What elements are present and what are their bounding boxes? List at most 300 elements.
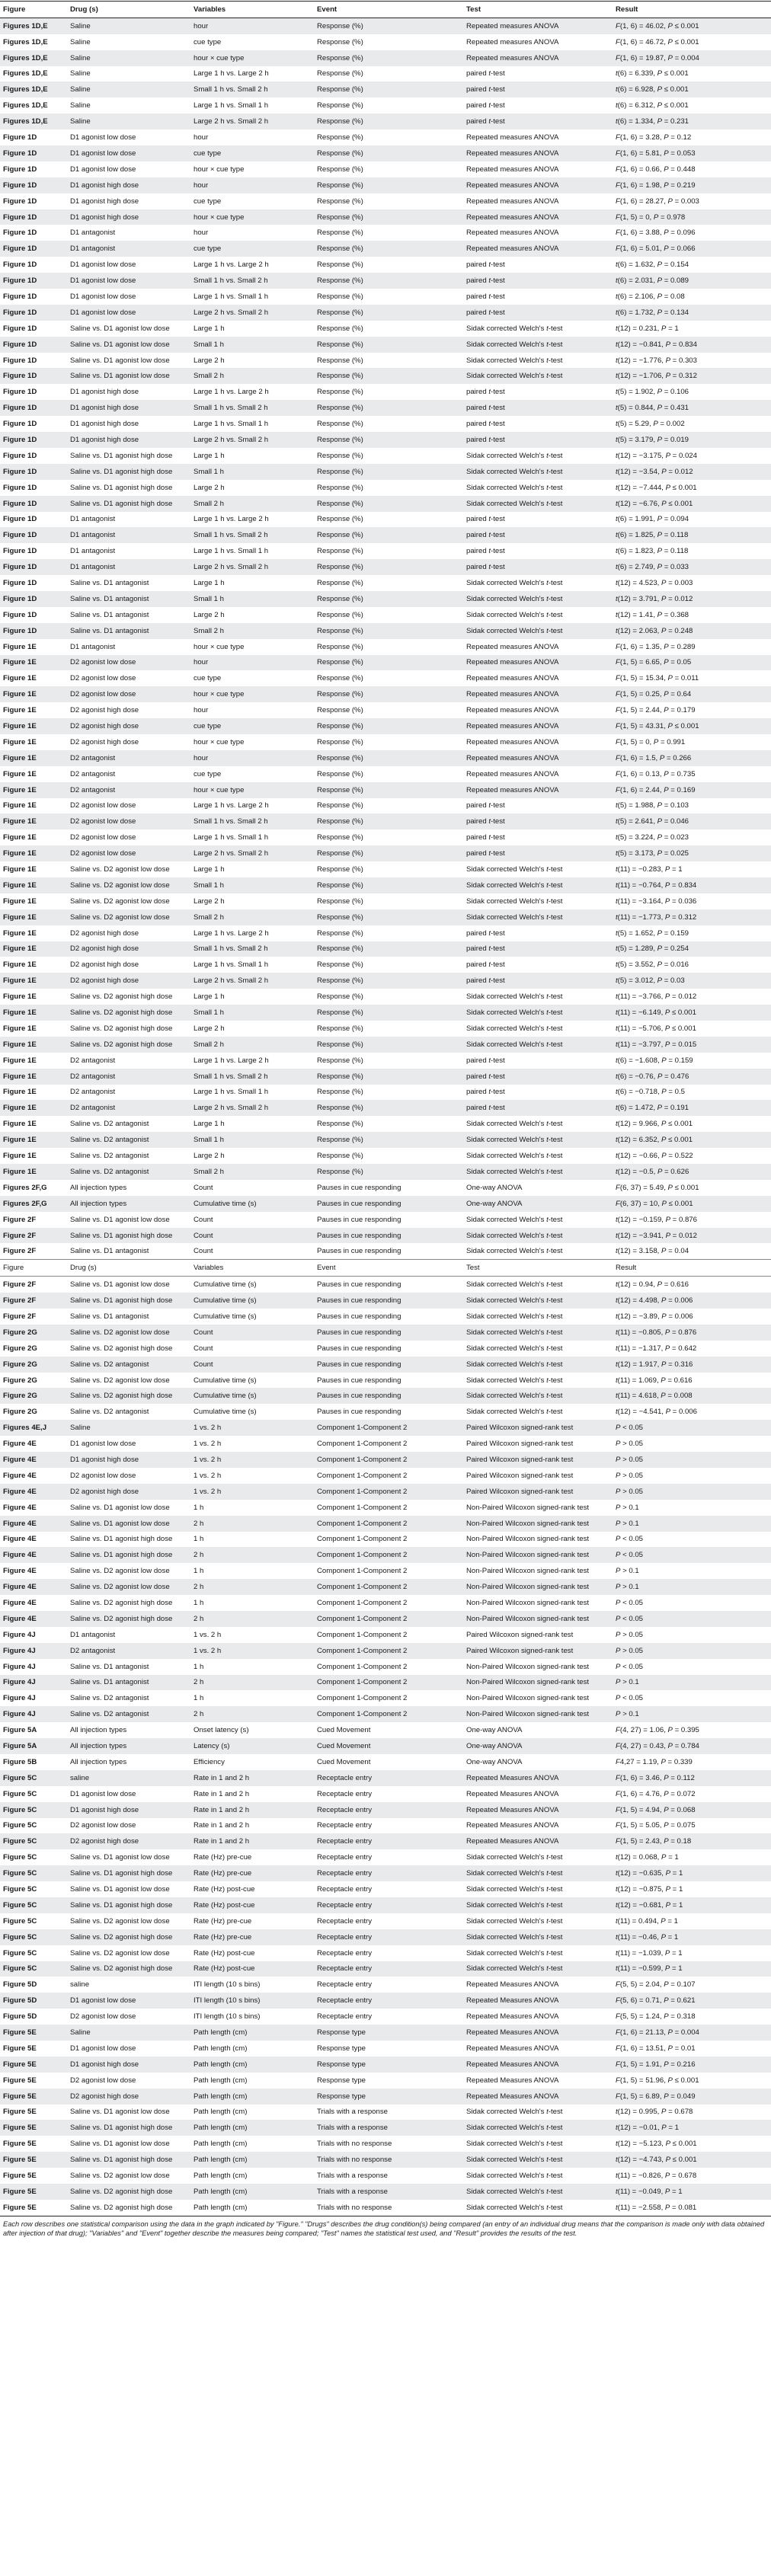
cell-figure: Figures 2F,G <box>0 1196 67 1212</box>
cell-event: Response (%) <box>314 289 463 305</box>
cell-variables: Large 1 h vs. Small 1 h <box>190 416 314 432</box>
cell-variables: 1 vs. 2 h <box>190 1420 314 1436</box>
cell-drugs: D1 agonist low dose <box>67 1993 190 2009</box>
cell-variables: Large 2 h <box>190 480 314 496</box>
cell-event: Response (%) <box>314 1053 463 1069</box>
cell-test: Repeated Measures ANOVA <box>463 2089 613 2105</box>
cell-drugs: Saline vs. D1 antagonist <box>67 607 190 623</box>
cell-variables: Small 1 h <box>190 1132 314 1148</box>
cell-figure: Figures 4E,J <box>0 1420 67 1436</box>
cell-drugs: D2 agonist low dose <box>67 845 190 861</box>
table-row <box>0 1053 771 1069</box>
cell-result: t(6) = 6.339, P ≤ 0.001 <box>613 66 771 82</box>
table-row <box>0 1309 771 1325</box>
cell-test: Sidak corrected Welch's t-test <box>463 1228 613 1244</box>
cell-variables: 2 h <box>190 1547 314 1563</box>
table-row <box>0 925 771 941</box>
cell-figure: Figure 1D <box>0 273 67 289</box>
cell-figure: Figure 1E <box>0 1037 67 1053</box>
cell-event: Response (%) <box>314 464 463 480</box>
cell-event: Pauses in cue responding <box>314 1341 463 1357</box>
cell-result: t(12) = −0.841, P = 0.834 <box>613 337 771 353</box>
cell-variables: Cumulative time (s) <box>190 1373 314 1389</box>
cell-variables: Rate (Hz) pre-cue <box>190 1849 314 1865</box>
cell-drugs: D2 agonist low dose <box>67 1468 190 1484</box>
cell-event: Response (%) <box>314 702 463 718</box>
cell-drugs: Saline vs. D1 agonist low dose <box>67 1212 190 1228</box>
cell-event: Response (%) <box>314 18 463 34</box>
cell-test: paired t-test <box>463 273 613 289</box>
header-variables: Variables <box>190 2 314 18</box>
cell-figure: Figure 2G <box>0 1373 67 1389</box>
cell-test: Paired Wilcoxon signed-rank test <box>463 1627 613 1643</box>
table-row <box>0 670 771 686</box>
cell-variables: Cumulative time (s) <box>190 1388 314 1404</box>
cell-result: t(11) = −5.706, P ≤ 0.001 <box>613 1021 771 1037</box>
cell-figure: Figure 5C <box>0 1929 67 1945</box>
cell-test: Sidak corrected Welch's t-test <box>463 2168 613 2184</box>
cell-drugs: D2 antagonist <box>67 1100 190 1116</box>
cell-drugs: Saline vs. D2 agonist low dose <box>67 2168 190 2184</box>
table-row <box>0 1436 771 1452</box>
cell-result: P < 0.05 <box>613 1547 771 1563</box>
cell-variables: Large 2 h vs. Small 2 h <box>190 845 314 861</box>
cell-variables: Small 1 h vs. Small 2 h <box>190 813 314 829</box>
cell-test: Repeated measures ANOVA <box>463 241 613 257</box>
cell-test: Sidak corrected Welch's t-test <box>463 591 613 607</box>
cell-figure: Figure 2G <box>0 1388 67 1404</box>
cell-result: t(11) = −0.283, P = 1 <box>613 861 771 877</box>
cell-variables: hour × cue type <box>190 686 314 702</box>
cell-variables: Large 2 h <box>190 607 314 623</box>
cell-drugs: Saline vs. D2 agonist high dose <box>67 1341 190 1357</box>
cell-variables: Large 1 h vs. Small 1 h <box>190 97 314 113</box>
cell-variables: Path length (cm) <box>190 2025 314 2041</box>
cell-variables: Large 1 h <box>190 575 314 591</box>
cell-variables: cue type <box>190 145 314 161</box>
cell-drugs: Saline vs. D2 agonist low dose <box>67 877 190 893</box>
cell-drugs: Saline vs. D2 agonist high dose <box>67 1388 190 1404</box>
cell-drugs: D1 agonist high dose <box>67 1802 190 1818</box>
cell-drugs: D2 antagonist <box>67 782 190 798</box>
cell-test: paired t-test <box>463 416 613 432</box>
cell-drugs: D2 antagonist <box>67 1085 190 1101</box>
cell-test: Sidak corrected Welch's t-test <box>463 1021 613 1037</box>
cell-variables: Count <box>190 1180 314 1196</box>
cell-test: Sidak corrected Welch's t-test <box>463 2200 613 2216</box>
cell-variables: Rate in 1 and 2 h <box>190 1818 314 1834</box>
cell-figure: Figure 1E <box>0 941 67 957</box>
cell-figure: Figure 2F <box>0 1277 67 1293</box>
cell-result: P > 0.05 <box>613 1643 771 1659</box>
table-row <box>0 766 771 782</box>
cell-result: t(11) = 0.494, P = 1 <box>613 1913 771 1929</box>
cell-event: Response (%) <box>314 591 463 607</box>
table-row <box>0 177 771 193</box>
cell-test: Paired Wilcoxon signed-rank test <box>463 1420 613 1436</box>
cell-figure: Figure 1D <box>0 353 67 369</box>
cell-test: Sidak corrected Welch's t-test <box>463 1849 613 1865</box>
table-row <box>0 1611 771 1627</box>
cell-result: F(1, 6) = 1.5, P = 0.266 <box>613 750 771 766</box>
table-row <box>0 2057 771 2073</box>
cell-drugs: Saline vs. D2 agonist low dose <box>67 1325 190 1341</box>
cell-variables: Rate in 1 and 2 h <box>190 1770 314 1786</box>
cell-drugs: D1 agonist low dose <box>67 145 190 161</box>
cell-variables: Small 1 h <box>190 464 314 480</box>
cell-result: F4,27 = 1.19, P = 0.339 <box>613 1754 771 1770</box>
cell-drugs: D2 agonist low dose <box>67 2073 190 2089</box>
cell-test: Sidak corrected Welch's t-test <box>463 1132 613 1148</box>
cell-figure: Figure 4E <box>0 1500 67 1516</box>
cell-result: t(11) = −1.317, P = 0.642 <box>613 1341 771 1357</box>
cell-variables: hour × cue type <box>190 209 314 225</box>
table-row <box>0 1085 771 1101</box>
table-row <box>0 1802 771 1818</box>
cell-result: P > 0.1 <box>613 1706 771 1722</box>
cell-result: t(12) = 2.063, P = 0.248 <box>613 623 771 639</box>
table-row <box>0 18 771 34</box>
cell-figure: Figure 5A <box>0 1738 67 1754</box>
table-footnote: Each row describes one statistical comparison using the data in the graph indicated by "Figure." "Drugs" describes the drug condition(s) being compared (an entry of an individual drug means that the comparison is made only with data obtained after injection of that drug); "Variables" and "Event" together describe the measures being compared; "Test" names the statistical test used, and "Result" provides the results of the test. <box>3 2220 765 2238</box>
table-row <box>0 1945 771 1961</box>
cell-result: t(5) = 3.224, P = 0.023 <box>613 829 771 845</box>
cell-variables: Rate in 1 and 2 h <box>190 1833 314 1849</box>
cell-variables: Count <box>190 1325 314 1341</box>
cell-variables: Count <box>190 1243 314 1259</box>
cell-result: F(1, 5) = 0.25, P = 0.64 <box>613 686 771 702</box>
table-row <box>0 1100 771 1116</box>
cell-event: Receptacle entry <box>314 1961 463 1977</box>
cell-test: paired t-test <box>463 1085 613 1101</box>
cell-result: t(12) = 1.41, P = 0.368 <box>613 607 771 623</box>
cell-figure: Figure 4E <box>0 1532 67 1548</box>
table-row <box>0 353 771 369</box>
cell-test: Sidak corrected Welch's t-test <box>463 1388 613 1404</box>
cell-drugs: Saline vs. D1 agonist low dose <box>67 321 190 337</box>
cell-variables: Large 1 h vs. Small 1 h <box>190 543 314 559</box>
cell-drugs: D2 agonist high dose <box>67 925 190 941</box>
table-row <box>0 1706 771 1722</box>
cell-test: Repeated Measures ANOVA <box>463 2073 613 2089</box>
cell-drugs: Saline vs. D2 agonist low dose <box>67 893 190 909</box>
cell-drugs: Saline vs. D1 agonist high dose <box>67 464 190 480</box>
table-row <box>0 305 771 321</box>
cell-variables: Large 1 h vs. Large 2 h <box>190 512 314 528</box>
cell-event: Response (%) <box>314 1085 463 1101</box>
cell-result: P < 0.05 <box>613 1532 771 1548</box>
cell-figure: Figure 1E <box>0 925 67 941</box>
cell-figure: Figure 1D <box>0 289 67 305</box>
cell-result: F(1, 6) = 5.01, P = 0.066 <box>613 241 771 257</box>
cell-event: Response (%) <box>314 639 463 655</box>
cell-test: Sidak corrected Welch's t-test <box>463 1929 613 1945</box>
table-row <box>0 575 771 591</box>
cell-variables: Large 2 h vs. Small 2 h <box>190 432 314 448</box>
cell-test: Repeated measures ANOVA <box>463 177 613 193</box>
cell-test: Sidak corrected Welch's t-test <box>463 2105 613 2121</box>
cell-test: Repeated measures ANOVA <box>463 193 613 209</box>
table-row <box>0 321 771 337</box>
table-row <box>0 34 771 50</box>
table-row <box>0 225 771 241</box>
cell-figure: Figure 1E <box>0 845 67 861</box>
cell-variables: hour × cue type <box>190 161 314 177</box>
cell-drugs: D2 agonist high dose <box>67 718 190 734</box>
cell-variables: Large 1 h vs. Small 1 h <box>190 829 314 845</box>
table-row <box>0 845 771 861</box>
cell-result: P > 0.1 <box>613 1500 771 1516</box>
cell-variables: Latency (s) <box>190 1738 314 1754</box>
cell-test: Sidak corrected Welch's t-test <box>463 1404 613 1420</box>
cell-test: paired t-test <box>463 113 613 129</box>
table-row <box>0 1897 771 1913</box>
cell-figure: Figure 4J <box>0 1659 67 1675</box>
cell-test: paired t-test <box>463 559 613 575</box>
cell-drugs: Saline vs. D2 agonist high dose <box>67 2184 190 2200</box>
cell-event: Trials with a response <box>314 2105 463 2121</box>
cell-variables: cue type <box>190 670 314 686</box>
cell-test: Repeated measures ANOVA <box>463 718 613 734</box>
table-row <box>0 1913 771 1929</box>
cell-event: Pauses in cue responding <box>314 1293 463 1309</box>
cell-event: Component 1-Component 2 <box>314 1690 463 1706</box>
table-row <box>0 2136 771 2152</box>
cell-result: t(5) = 3.012, P = 0.03 <box>613 973 771 989</box>
cell-test: paired t-test <box>463 512 613 528</box>
table-row <box>0 1037 771 1053</box>
cell-drugs: D2 agonist low dose <box>67 2009 190 2025</box>
cell-event: Component 1-Component 2 <box>314 1627 463 1643</box>
table-row <box>0 639 771 655</box>
cell-event: Response type <box>314 2041 463 2057</box>
cell-event: Response (%) <box>314 718 463 734</box>
table-row <box>0 909 771 925</box>
cell-result: t(12) = −3.89, P = 0.006 <box>613 1309 771 1325</box>
cell-event: Event <box>314 1260 463 1277</box>
cell-event: Response type <box>314 2057 463 2073</box>
table-row <box>0 113 771 129</box>
cell-variables: Path length (cm) <box>190 2089 314 2105</box>
table-row <box>0 1260 771 1277</box>
cell-variables: Large 2 h vs. Small 2 h <box>190 1100 314 1116</box>
cell-figure: Figure 1E <box>0 639 67 655</box>
cell-variables: cue type <box>190 766 314 782</box>
cell-figure: Figure 1E <box>0 734 67 750</box>
table-row <box>0 241 771 257</box>
cell-event: Response (%) <box>314 893 463 909</box>
cell-drugs: Saline vs. D2 agonist low dose <box>67 1373 190 1389</box>
cell-variables: Large 1 h vs. Large 2 h <box>190 1053 314 1069</box>
cell-result: F(1, 6) = 46.72, P ≤ 0.001 <box>613 34 771 50</box>
cell-test: paired t-test <box>463 973 613 989</box>
cell-drugs: D2 antagonist <box>67 1643 190 1659</box>
cell-event: Response (%) <box>314 1005 463 1021</box>
cell-result: t(12) = −4.743, P ≤ 0.001 <box>613 2152 771 2168</box>
cell-figure: Figures 1D,E <box>0 81 67 97</box>
cell-test: Repeated measures ANOVA <box>463 655 613 671</box>
cell-event: Response (%) <box>314 384 463 400</box>
cell-test: Sidak corrected Welch's t-test <box>463 368 613 384</box>
cell-event: Pauses in cue responding <box>314 1373 463 1389</box>
cell-figure: Figure 5C <box>0 1913 67 1929</box>
cell-event: Component 1-Component 2 <box>314 1595 463 1611</box>
cell-figure: Figure 5C <box>0 1802 67 1818</box>
table-row <box>0 1212 771 1228</box>
cell-variables: 1 h <box>190 1690 314 1706</box>
cell-test: Repeated Measures ANOVA <box>463 2009 613 2025</box>
cell-drugs: D1 agonist high dose <box>67 432 190 448</box>
cell-result: t(6) = −1.608, P = 0.159 <box>613 1053 771 1069</box>
cell-variables: 1 h <box>190 1532 314 1548</box>
cell-event: Response (%) <box>314 861 463 877</box>
cell-variables: hour <box>190 702 314 718</box>
cell-result: P < 0.05 <box>613 1595 771 1611</box>
cell-event: Response (%) <box>314 177 463 193</box>
cell-drugs: D1 agonist low dose <box>67 2041 190 2057</box>
cell-result: t(12) = −1.776, P = 0.303 <box>613 353 771 369</box>
cell-variables: Small 1 h vs. Small 2 h <box>190 81 314 97</box>
cell-event: Trials with a response <box>314 2184 463 2200</box>
cell-test: Repeated Measures ANOVA <box>463 1993 613 2009</box>
cell-event: Component 1-Component 2 <box>314 1468 463 1484</box>
cell-figure: Figure 5C <box>0 1833 67 1849</box>
cell-event: Receptacle entry <box>314 1786 463 1802</box>
cell-event: Response (%) <box>314 273 463 289</box>
cell-variables: hour <box>190 177 314 193</box>
cell-drugs: Saline vs. D1 agonist high dose <box>67 1532 190 1548</box>
cell-test: paired t-test <box>463 1100 613 1116</box>
table-row <box>0 368 771 384</box>
cell-figure: Figure 1D <box>0 623 67 639</box>
cell-result: P < 0.05 <box>613 1611 771 1627</box>
cell-figure: Figure 5C <box>0 1865 67 1881</box>
cell-event: Receptacle entry <box>314 1770 463 1786</box>
cell-variables: 1 vs. 2 h <box>190 1436 314 1452</box>
table-row <box>0 66 771 82</box>
cell-drugs: Saline vs. D2 agonist low dose <box>67 1913 190 1929</box>
cell-test: Repeated measures ANOVA <box>463 225 613 241</box>
cell-event: Component 1-Component 2 <box>314 1420 463 1436</box>
cell-result: F(1, 6) = 3.88, P = 0.096 <box>613 225 771 241</box>
table-row <box>0 512 771 528</box>
cell-test: Repeated Measures ANOVA <box>463 2041 613 2057</box>
cell-result: P > 0.1 <box>613 1675 771 1691</box>
cell-result: t(5) = 3.173, P = 0.025 <box>613 845 771 861</box>
cell-figure: Figure 1E <box>0 1085 67 1101</box>
cell-result: F(1, 6) = 19.87, P = 0.004 <box>613 50 771 66</box>
cell-event: Response (%) <box>314 1132 463 1148</box>
table-row <box>0 957 771 973</box>
cell-variables: Large 1 h vs. Large 2 h <box>190 384 314 400</box>
cell-variables: Path length (cm) <box>190 2200 314 2216</box>
cell-figure: Figure 1D <box>0 591 67 607</box>
cell-variables: Large 1 h vs. Small 1 h <box>190 1085 314 1101</box>
cell-figure: Figure 1E <box>0 909 67 925</box>
table-header-row <box>0 2 771 18</box>
cell-test: Sidak corrected Welch's t-test <box>463 1277 613 1293</box>
cell-result: t(12) = −6.76, P ≤ 0.001 <box>613 496 771 512</box>
cell-test: Sidak corrected Welch's t-test <box>463 1961 613 1977</box>
cell-drugs: D2 agonist low dose <box>67 1818 190 1834</box>
cell-result: t(6) = 2.031, P = 0.089 <box>613 273 771 289</box>
cell-result: t(11) = −0.764, P = 0.834 <box>613 877 771 893</box>
cell-result: t(12) = −3.941, P = 0.012 <box>613 1228 771 1244</box>
table-row <box>0 1373 771 1389</box>
cell-figure: Figure 2F <box>0 1243 67 1259</box>
table-row <box>0 543 771 559</box>
cell-figure: Figure 1D <box>0 607 67 623</box>
cell-variables: Small 1 h vs. Small 2 h <box>190 1069 314 1085</box>
cell-figure: Figure 1D <box>0 416 67 432</box>
table-row <box>0 193 771 209</box>
cell-variables: cue type <box>190 193 314 209</box>
cell-test: Sidak corrected Welch's t-test <box>463 575 613 591</box>
cell-figure: Figure 2G <box>0 1357 67 1373</box>
cell-event: Receptacle entry <box>314 1993 463 2009</box>
cell-event: Response (%) <box>314 257 463 273</box>
cell-figure: Figures 2F,G <box>0 1180 67 1196</box>
cell-variables: Small 2 h <box>190 623 314 639</box>
cell-drugs: Saline vs. D1 agonist high dose <box>67 2120 190 2136</box>
cell-figure: Figure 2F <box>0 1309 67 1325</box>
cell-result: F(1, 5) = 15.34, P = 0.011 <box>613 670 771 686</box>
cell-event: Response (%) <box>314 432 463 448</box>
cell-drugs: Saline vs. D2 agonist high dose <box>67 1929 190 1945</box>
cell-result: F(6, 37) = 10, P ≤ 0.001 <box>613 1196 771 1212</box>
cell-event: Response (%) <box>314 973 463 989</box>
cell-figure: Figure 1E <box>0 813 67 829</box>
cell-figure: Figure 5C <box>0 1849 67 1865</box>
cell-figure: Figure 1D <box>0 241 67 257</box>
cell-figure: Figure <box>0 1260 67 1277</box>
cell-result: P < 0.05 <box>613 1690 771 1706</box>
cell-event: Response (%) <box>314 813 463 829</box>
cell-test: Paired Wilcoxon signed-rank test <box>463 1468 613 1484</box>
cell-test: Sidak corrected Welch's t-test <box>463 1243 613 1259</box>
cell-figure: Figure 1D <box>0 368 67 384</box>
table-row <box>0 2025 771 2041</box>
cell-result: t(12) = −0.66, P = 0.522 <box>613 1148 771 1164</box>
cell-figure: Figure 1E <box>0 877 67 893</box>
cell-variables: 1 vs. 2 h <box>190 1627 314 1643</box>
table-row <box>0 464 771 480</box>
cell-result: F(1, 6) = 0.13, P = 0.735 <box>613 766 771 782</box>
cell-test: Repeated measures ANOVA <box>463 702 613 718</box>
cell-event: Component 1-Component 2 <box>314 1643 463 1659</box>
cell-drugs: Drug (s) <box>67 1260 190 1277</box>
cell-drugs: Saline vs. D2 agonist high dose <box>67 989 190 1005</box>
table-row <box>0 273 771 289</box>
cell-event: Pauses in cue responding <box>314 1325 463 1341</box>
cell-variables: Large 2 h <box>190 353 314 369</box>
cell-figure: Figure 5C <box>0 1897 67 1913</box>
cell-result: t(11) = −3.164, P = 0.036 <box>613 893 771 909</box>
cell-test: Repeated Measures ANOVA <box>463 1977 613 1993</box>
cell-drugs: Saline vs. D2 antagonist <box>67 1116 190 1132</box>
cell-drugs: Saline vs. D2 agonist low dose <box>67 1579 190 1595</box>
cell-figure: Figure 1D <box>0 559 67 575</box>
table-row <box>0 813 771 829</box>
cell-result: F(1, 6) = 2.44, P = 0.169 <box>613 782 771 798</box>
cell-figure: Figures 1D,E <box>0 66 67 82</box>
cell-variables: 1 vs. 2 h <box>190 1468 314 1484</box>
table-row <box>0 527 771 543</box>
cell-drugs: Saline vs. D1 agonist low dose <box>67 1849 190 1865</box>
cell-result: t(12) = 3.158, P = 0.04 <box>613 1243 771 1259</box>
cell-result: P > 0.05 <box>613 1436 771 1452</box>
cell-test: Sidak corrected Welch's t-test <box>463 893 613 909</box>
